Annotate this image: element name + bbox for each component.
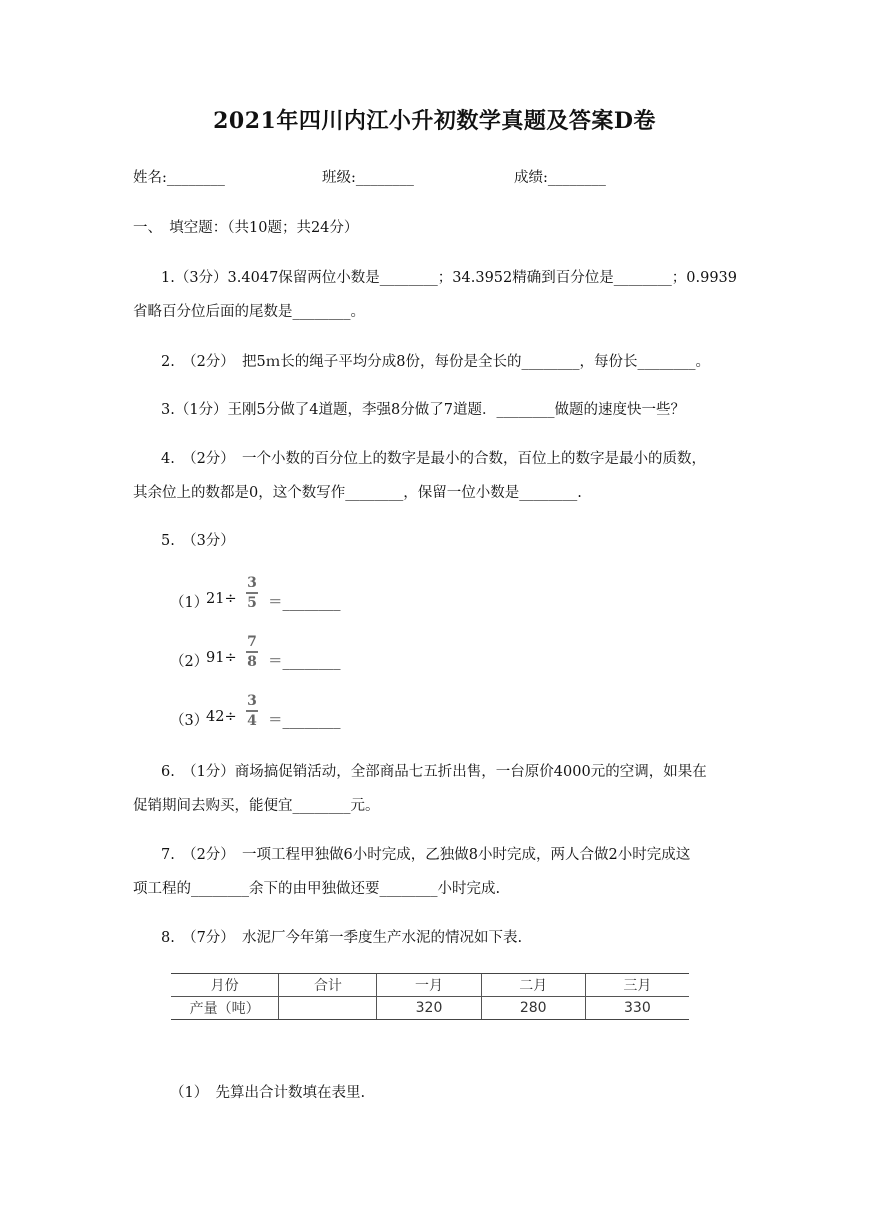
fraction-denominator: 8: [247, 653, 257, 670]
fraction: [244, 576, 260, 610]
table-cell-total: [279, 997, 377, 1020]
production-table: [171, 973, 689, 1020]
fraction-denominator: 4: [247, 712, 257, 729]
table-cell: 280: [481, 997, 585, 1020]
table-header-cell: 合计: [279, 974, 377, 997]
q5-item-index: （3）: [170, 713, 209, 729]
question-1-line-1: 1.（3分）3.4047保留两位小数是________；34.3952精确到百分位是________；0.9939: [161, 270, 737, 286]
question-3: 3.（1分）王刚5分做了4道题，李强8分做了7道题．________做题的速度快一些？: [161, 402, 685, 418]
table-header-cell: 一月: [377, 974, 481, 997]
question-8-label: 8. （7分） 水泥厂今年第一季度生产水泥的情况如下表.: [161, 930, 523, 946]
score-field: 成绩:________: [514, 170, 606, 186]
question-1-line-2: 省略百分位后面的尾数是________。: [133, 304, 365, 320]
table-header-cell: 三月: [585, 974, 689, 997]
q5-item-answer: ＝________: [268, 595, 341, 611]
fraction-numerator: 3: [247, 575, 257, 591]
class-field: 班级:________: [322, 170, 414, 186]
fraction: [244, 635, 260, 669]
q5-item-expr: 91÷: [206, 650, 237, 666]
question-7-line-1: 7. （2分） 一项工程甲独做6小时完成，乙独做8小时完成，两人合做2小时完成这: [161, 847, 691, 863]
table-header-cell: 二月: [481, 974, 585, 997]
q5-item-index: （2）: [170, 654, 209, 670]
q5-item-index: （1）: [170, 595, 209, 611]
table-cell: 320: [377, 997, 481, 1020]
question-4-line-2: 其余位上的数都是0，这个数写作________，保留一位小数是________.: [133, 485, 582, 501]
question-2: 2. （2分） 把5ｍ长的绳子平均分成8份，每份是全长的________，每份长________。: [161, 354, 711, 370]
table-header-cell: 月份: [171, 974, 279, 997]
table-header-row: [171, 974, 689, 997]
q5-item-answer: ＝________: [268, 713, 341, 729]
fraction-numerator: 7: [247, 634, 257, 650]
fraction-denominator: 5: [247, 594, 257, 611]
section-heading: 一、 填空题：（共10题；共24分）: [133, 220, 359, 236]
q5-item-expr: 42÷: [206, 709, 237, 725]
table-cell: 330: [585, 997, 689, 1020]
question-6-line-1: 6. （1分）商场搞促销活动，全部商品七五折出售，一台原价4000元的空调，如果在: [161, 764, 707, 780]
question-7-line-2: 项工程的________余下的由甲独做还要________小时完成.: [133, 881, 501, 897]
table-cell: 产量（吨）: [171, 997, 279, 1020]
question-8-sub-1: （1） 先算出合计数填在表里.: [170, 1085, 366, 1101]
question-4-line-1: 4. （2分） 一个小数的百分位上的数字是最小的合数，百位上的数字是最小的质数，: [161, 451, 707, 467]
q5-item-expr: 21÷: [206, 591, 237, 607]
question-6-line-2: 促销期间去购买，能便宜________元。: [133, 798, 380, 814]
name-field: 姓名:________: [133, 170, 225, 186]
table-row: [171, 997, 689, 1020]
page-title: 2021年四川内江小升初数学真题及答案D卷: [213, 108, 656, 134]
q5-item-answer: ＝________: [268, 654, 341, 670]
fraction: [244, 694, 260, 728]
question-5-label: 5. （3分）: [161, 533, 235, 549]
fraction-numerator: 3: [247, 693, 257, 709]
